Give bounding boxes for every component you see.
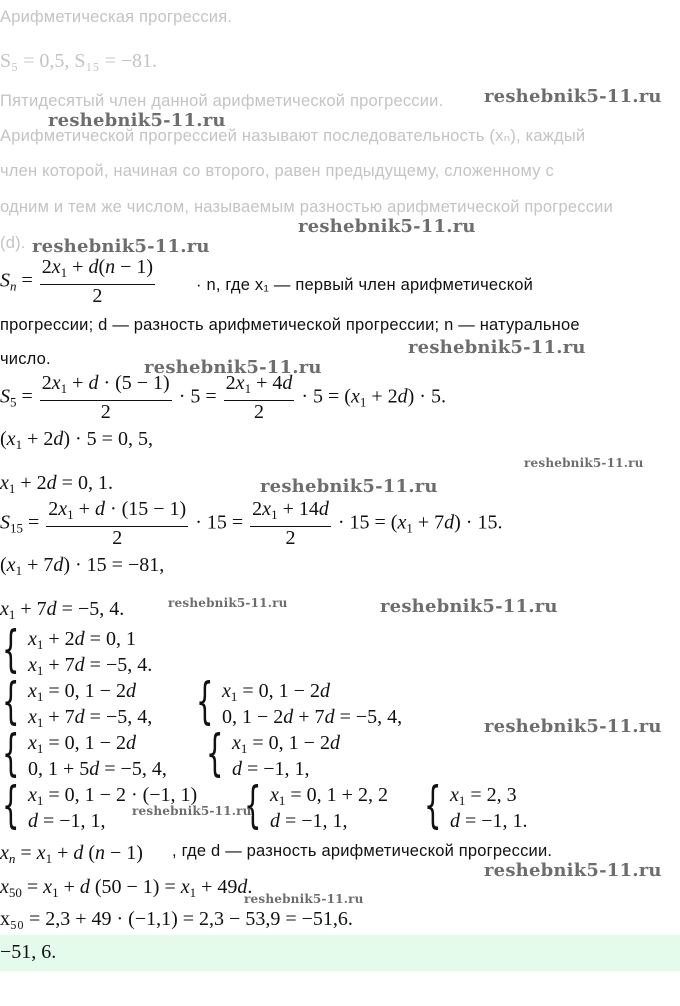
system-7-line-1: $x_1 = 0$, 1 + 2, 2 [270,784,388,808]
system-brace: { [2,724,20,782]
system-1-line-2: $x_1 + 7d = -5$, 4. [28,654,153,678]
system-brace: { [244,776,262,834]
watermark: reshebnik5-11.ru [524,456,644,470]
sum-formula: $S_n$ = $\frac{2x_1 + d(n - 1)}{2}$ [0,256,154,307]
watermark: reshebnik5-11.ru [484,716,662,737]
system-8-line-2: d = −1, 1. [450,810,528,832]
watermark: reshebnik5-11.ru [32,236,210,257]
watermark: reshebnik5-11.ru [484,86,662,107]
nth-term-note: , где d — разность арифметической прогрессии. [172,842,553,860]
watermark: reshebnik5-11.ru [380,596,558,617]
watermark: reshebnik5-11.ru [132,804,252,818]
task-given: S₅ = 0,5, S₁₅ = −81. [0,50,158,72]
s15-result: $x_1 + 7d = -5$, 4. [0,598,125,622]
watermark: reshebnik5-11.ru [48,110,226,131]
system-3-line-1: $x_1 = 0$, 1 − 2d [222,680,330,704]
s5-expansion: $S_5$ = $\frac{2x_1 + d \cdot (5 - 1)}{2}$ · 5 = $\frac{2x_1 + 4d}{2}$ · $5 = (x_1 + 2d) \cdot 5$. [0,372,446,423]
sum-formula-tail: · n, где x₁ — первый член арифметической [196,276,534,294]
definition-line-4: (d). [0,234,26,252]
system-3-line-2: 0, 1 − 2d + 7d = −5, 4, [222,706,403,728]
nth-term-formula: $x_n = x_1 + d$ (n − 1) [0,842,143,866]
system-2-line-1: $x_1 = 0$, 1 − 2d [28,680,136,704]
system-4-line-1: $x_1 = 0$, 1 − 2d [28,732,136,756]
answer-value: −51, 6. [0,941,57,963]
s5-equation: $(x_1 + 2d) \cdot 5 = 0$, 5, [0,428,153,452]
watermark: reshebnik5-11.ru [244,892,364,906]
system-brace: { [424,776,442,834]
watermark: reshebnik5-11.ru [484,860,662,881]
s5-result: $x_1 + 2d = 0$, 1. [0,472,113,496]
x50-formula: $x_{50} = x_1 + d$ $(50 - 1) = x_1 + 49d$. [0,876,253,900]
system-5-line-1: $x_1 = 0$, 1 − 2d [232,732,340,756]
watermark: reshebnik5-11.ru [260,476,438,497]
system-4-line-2: 0, 1 + 5d = −5, 4, [28,758,167,780]
sum-formula-line-3: число. [0,350,51,368]
watermark: reshebnik5-11.ru [168,596,288,610]
system-7-line-2: d = −1, 1, [270,810,348,832]
sum-formula-line-2: прогрессии; d — разность арифметической прогрессии; n — натуральное [0,316,580,334]
watermark: reshebnik5-11.ru [298,216,476,237]
task-title: Арифметическая прогрессия. [0,8,233,26]
task-question: Пятидесятый член данной арифметической прогрессии. [0,92,444,110]
system-6-line-1: $x_1 = 0$, 1 − 2 · (−1, 1) [28,784,198,808]
system-brace: { [2,620,20,678]
system-5-line-2: d = −1, 1, [232,758,310,780]
s15-equation: $(x_1 + 7d) \cdot 15 = -81$, [0,554,165,578]
s15-expansion: $S_{15}$ = $\frac{2x_1 + d \cdot (15 - 1)}{2}$ · 15 = $\frac{2x_1 + 14d}{2}$ · $15 = (x_1 + 7d) \cdot 15$. [0,498,503,549]
system-brace: { [196,672,214,730]
x50-result: x₅₀ = 2,3 + 49 · (−1,1) = 2,3 − 53,9 = −51,6. [0,908,353,930]
system-brace: { [206,724,224,782]
system-brace: { [2,672,20,730]
system-brace: { [2,776,20,834]
system-8-line-1: $x_1 = 2$, 3 [450,784,517,808]
definition-line-3: одним и тем же числом, называемым разностью арифметической прогрессии [0,198,614,216]
system-1-line-1: $x_1 + 2d = 0$, 1 [28,628,136,652]
watermark: reshebnik5-11.ru [408,337,586,358]
answer-box [0,935,680,971]
system-6-line-2: d = −1, 1, [28,810,106,832]
watermark: reshebnik5-11.ru [144,357,322,378]
system-2-line-2: $x_1 + 7d = -5$, 4, [28,706,153,730]
definition-line-2: член которой, начиная со второго, равен предыдущему, сложенному с [0,162,554,180]
definition-line-1: Арифметической прогрессией называют последовательность (xₙ), каждый [0,127,586,145]
